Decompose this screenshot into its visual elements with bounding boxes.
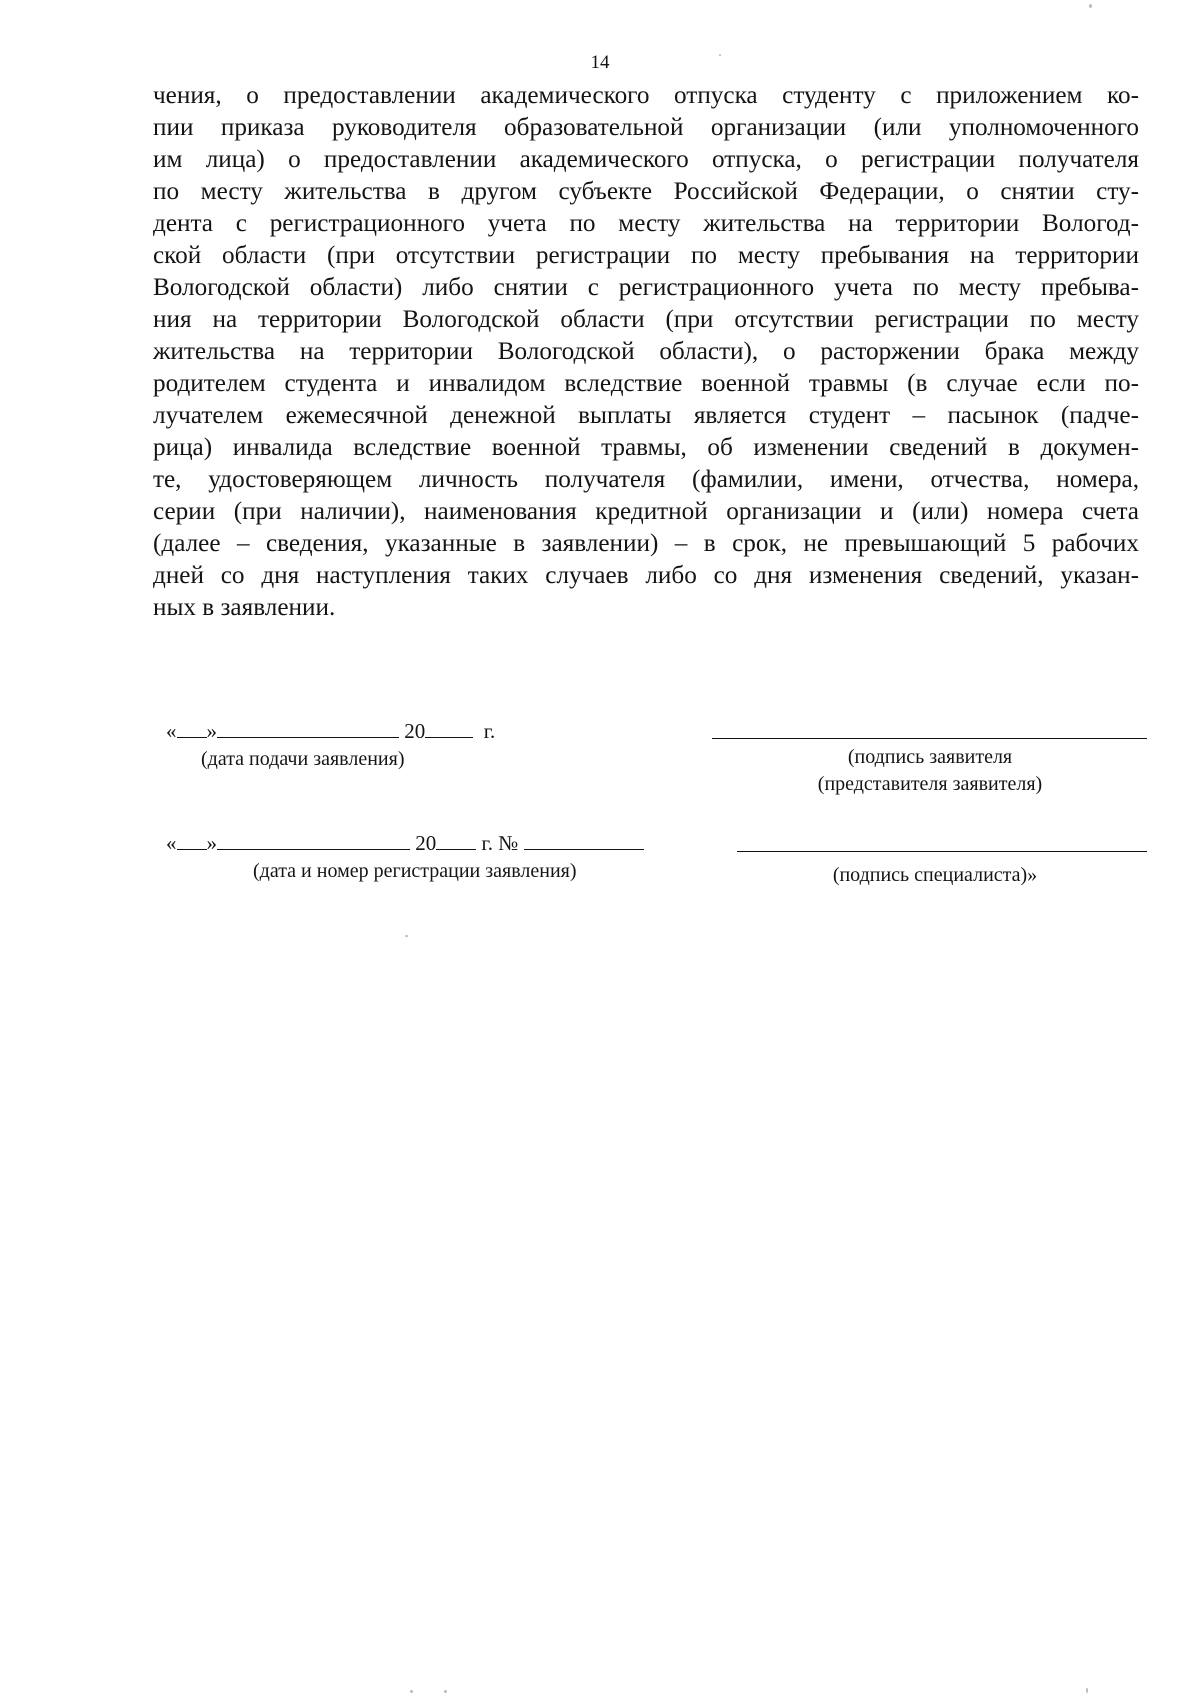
registration-number-blank (524, 830, 644, 850)
applicant-signature-line (712, 738, 1147, 739)
body-line: родителем студента и инвалидом вследствие военной травмы (в случае если по- (153, 370, 1139, 397)
year-suffix: г. № (481, 831, 519, 855)
body-line: им лица) о предоставлении академического отпуска, о регистрации получателя (153, 146, 1139, 173)
body-line: ния на территории Вологодской области (при отсутствии регистрации по месту (153, 306, 1139, 333)
open-quote: « (166, 719, 177, 743)
day-blank (177, 718, 207, 738)
body-line: рица) инвалида вследствие военной травмы, об изменении сведений в докумен- (153, 434, 1139, 461)
body-line: ных в заявлении. (153, 594, 336, 621)
specialist-signature-line (737, 851, 1147, 852)
month-blank (217, 830, 410, 850)
scan-speck (405, 935, 408, 937)
scan-speck (1089, 4, 1092, 8)
year-blank (425, 718, 473, 738)
scan-speck (410, 1690, 413, 1693)
registration-caption: (дата и номер регистрации заявления) (253, 860, 577, 882)
close-quote: » (206, 831, 217, 855)
year-prefix: 20 (404, 719, 426, 743)
year-suffix: г. (483, 719, 496, 743)
registration-date-field (166, 830, 644, 855)
month-blank (217, 718, 399, 738)
body-line: те, удостоверяющем личность получателя (фамилии, имени, отчества, номера, (153, 466, 1139, 493)
page-number: 14 (590, 52, 610, 73)
close-quote: » (206, 719, 217, 743)
body-text (153, 80, 1139, 624)
year-blank (436, 830, 476, 850)
scan-speck (719, 54, 721, 56)
submission-date-caption: (дата подачи заявления) (201, 748, 405, 770)
body-line: дента с регистрационного учета по месту жительства на территории Вологод- (153, 210, 1139, 237)
body-line: дней со дня наступления таких случаев либо со дня изменения сведений, указан- (153, 562, 1139, 589)
body-line: Вологодской области) либо снятии с регистрационного учета по месту пребыва- (153, 274, 1139, 301)
applicant-signature-caption: (подпись заявителя (847, 746, 1013, 768)
body-line: серии (при наличии), наименования кредитной организации и (или) номера счета (153, 498, 1139, 525)
day-blank (177, 830, 207, 850)
year-prefix: 20 (415, 831, 437, 855)
body-line: (далее – сведения, указанные в заявлении) – в срок, не превышающий 5 рабочих (153, 530, 1139, 557)
open-quote: « (166, 831, 177, 855)
body-line: ской области (при отсутствии регистрации по месту пребывания на территории (153, 242, 1139, 269)
body-line: чения, о предоставлении академического отпуска студенту с приложением ко- (153, 82, 1139, 109)
scan-speck (1086, 1688, 1088, 1693)
body-line: жительства на территории Вологодской области), о расторжении брака между (153, 338, 1139, 365)
submission-date-field (166, 718, 495, 743)
applicant-representative-caption: (представителя заявителя) (817, 773, 1043, 795)
specialist-signature-caption: (подпись специалиста)» (832, 864, 1038, 886)
scan-speck (444, 1690, 447, 1693)
body-line: по месту жительства в другом субъекте Российской Федерации, о снятии сту- (153, 178, 1139, 205)
body-line: пии приказа руководителя образовательной организации (или уполномоченного (153, 114, 1139, 141)
body-line: лучателем ежемесячной денежной выплаты является студент – пасынок (падче- (153, 402, 1139, 429)
